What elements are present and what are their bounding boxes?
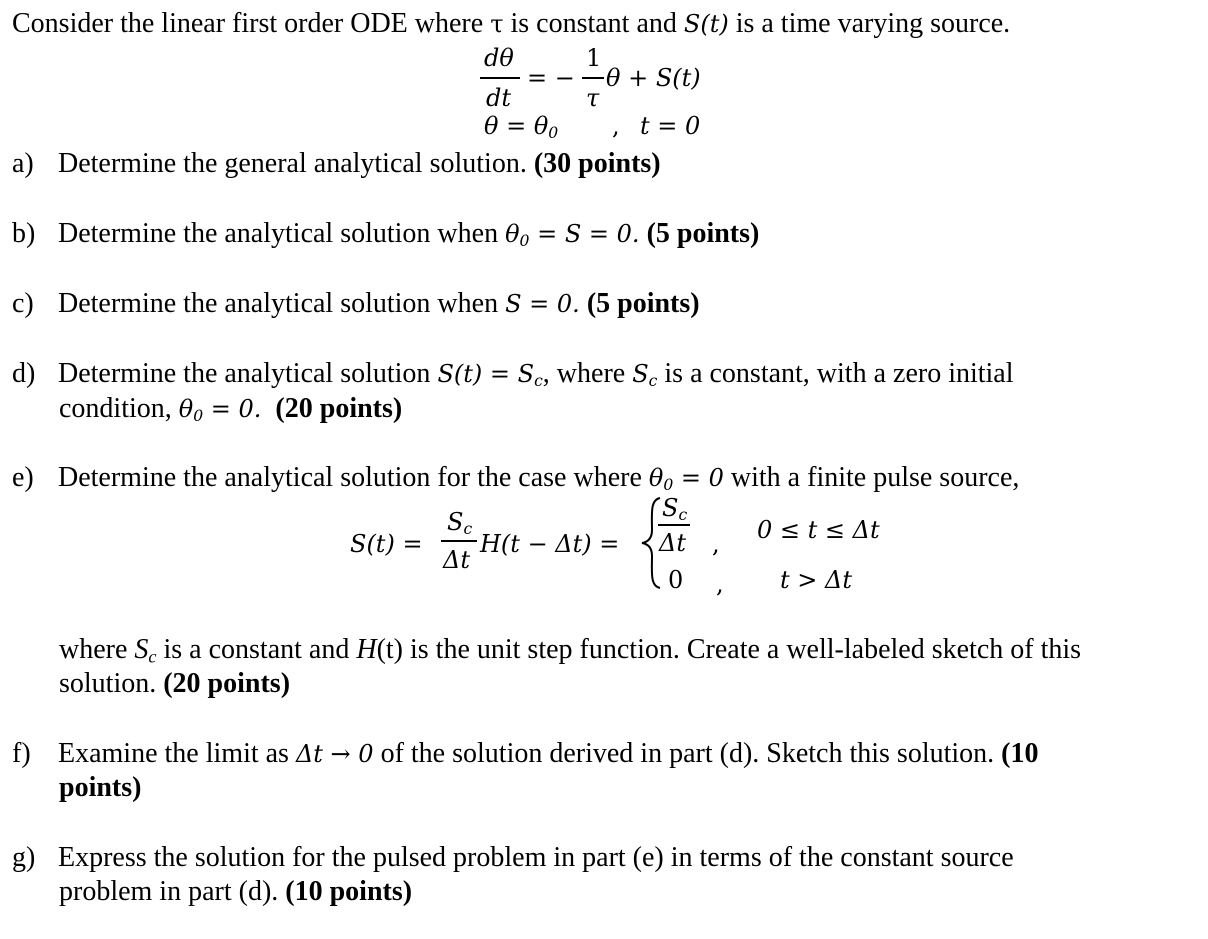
part-a-text: Determine the general analytical solution. xyxy=(58,148,527,179)
part-a xyxy=(12,150,661,178)
ode-tau-bar xyxy=(582,77,604,79)
intro-text-2: is constant and xyxy=(510,8,677,39)
part-c-points: (5 points) xyxy=(586,288,700,319)
part-g-label: g) xyxy=(12,842,36,873)
part-g-line-2: problem in part (d). (10 points) xyxy=(59,876,413,907)
pulse-frac-bar xyxy=(441,540,477,542)
part-d-sc: $S_c$ xyxy=(632,360,658,390)
ode-one: 1 xyxy=(586,44,602,72)
intro-line xyxy=(12,10,1010,38)
part-c-math: S = 0. xyxy=(505,290,580,318)
part-f-line-1: f) Examine the limit as Δt → 0 of the solution derived in part (d). Sketch this solution. (10 xyxy=(12,738,1039,769)
part-d-math: $S(t) = S_c$ xyxy=(437,360,543,390)
part-b xyxy=(12,220,759,248)
ode-tau: τ xyxy=(586,84,600,112)
case2-condition: t > Δt xyxy=(780,566,852,594)
part-c-label: c) xyxy=(12,288,34,319)
part-f-label: f) xyxy=(12,738,31,769)
part-a-points: (30 points) xyxy=(533,148,661,179)
case2-value: 0 xyxy=(668,566,684,594)
part-f-text: Examine the limit as xyxy=(58,738,289,769)
part-c-text: Determine the analytical solution when xyxy=(58,288,499,319)
ode-rhs: θ + S(t) xyxy=(606,64,701,92)
part-e-label: e) xyxy=(12,462,34,493)
case1-den: Δt xyxy=(659,529,686,557)
case1-num: $S_c$ xyxy=(662,494,688,524)
part-f-line-2: points) xyxy=(59,772,142,803)
part-d-points: (20 points) xyxy=(275,393,403,424)
ode-equals-minus: = − xyxy=(527,64,575,92)
case1-condition: 0 ≤ t ≤ Δt xyxy=(757,516,880,544)
part-b-math: $\theta_0 = S = 0$. xyxy=(505,220,640,250)
intro-text-3: is a time varying source. xyxy=(735,8,1011,39)
part-b-label: b) xyxy=(12,218,36,249)
part-g-points: (10 points) xyxy=(285,876,413,907)
intro-text: Consider the linear first order ODE where xyxy=(12,8,484,39)
case2-comma: , xyxy=(716,570,724,598)
part-e-math: $\theta_0 = 0$ xyxy=(648,464,724,494)
part-e-line-1: e) Determine the analytical solution for the case where $\theta_0 = 0$ with a finite pulse source, xyxy=(12,462,1020,494)
part-g-text: Express the solution for the pulsed problem in part (e) in terms of the constant source xyxy=(58,842,1014,873)
pulse-frac-den: Δt xyxy=(443,546,470,574)
source-symbol: S(t) xyxy=(683,10,729,38)
part-f-points: (10 xyxy=(1001,738,1039,769)
part-e-points: (20 points) xyxy=(163,668,291,699)
part-d-condition: $\theta_0 = 0$. xyxy=(178,395,262,425)
pulse-lhs: S(t) = xyxy=(350,530,423,558)
part-d-text: Determine the analytical solution xyxy=(58,358,431,389)
case1-comma: , xyxy=(712,530,720,558)
part-d-label: d) xyxy=(12,358,36,389)
where-sc: $S_c$ xyxy=(134,634,157,667)
part-d-line-2: condition, $\theta_0 = 0$. (20 points) xyxy=(59,393,403,425)
ode-initial-condition: $\theta = \theta_0$ xyxy=(484,112,559,142)
pulse-heaviside: H(t − Δt) = xyxy=(480,530,620,558)
ode-denominator: dt xyxy=(486,84,512,112)
part-b-text: Determine the analytical solution when xyxy=(58,218,499,249)
tau-symbol: τ xyxy=(490,10,504,38)
part-c xyxy=(12,290,700,318)
part-b-points: (5 points) xyxy=(646,218,760,249)
part-d-line-1: d) Determine the analytical solution $S(t) = S_c$, where $S_c$ is a constant, with a zero initial xyxy=(12,358,1014,390)
part-f-math: Δt → 0 xyxy=(295,740,374,768)
part-e-text: Determine the analytical solution for the case where xyxy=(58,462,642,493)
ode-comma: , xyxy=(612,112,620,140)
part-g-line-1 xyxy=(12,844,1014,872)
ode-numerator: dθ xyxy=(484,44,514,72)
where-h: H xyxy=(356,634,377,665)
part-e-line-2: where $S_c$ is a constant and H(t) is the unit step function. Create a well-labeled sketch of this xyxy=(59,634,1082,667)
pulse-frac-num: $S_c$ xyxy=(447,508,473,538)
part-a-label: a) xyxy=(12,148,34,179)
part-e-line-3: solution. (20 points) xyxy=(59,668,291,699)
case1-bar xyxy=(658,524,690,526)
ode-initial-time: t = 0 xyxy=(640,112,701,140)
ode-fraction-bar xyxy=(480,77,520,79)
